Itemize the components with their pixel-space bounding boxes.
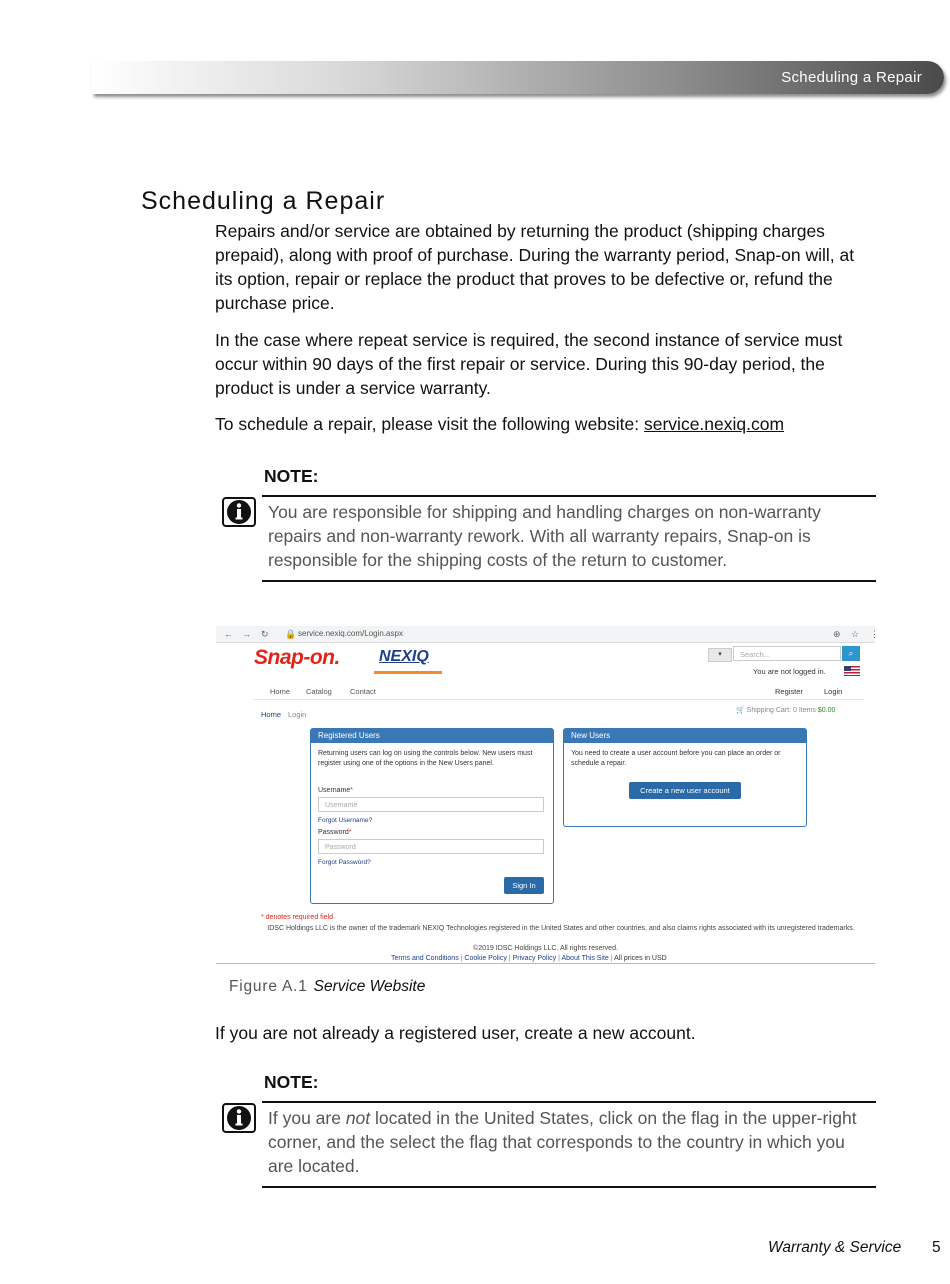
language-dropdown: ▾ [708,648,732,662]
note-label: NOTE: [264,466,319,486]
lock-icon: 🔒 [285,629,297,639]
paragraph-repeat-service: In the case where repeat service is required, the second instance of service must occur within 90 days of the first repair or service. During this 90-day period, the product is under a service warranty. [215,330,843,398]
section-title: Scheduling a Repair [141,186,386,215]
paragraph-repairs: Repairs and/or service are obtained by returning the product (shipping charges prepaid), along with proof of purchase. During the warranty period, Snap-on will, at its option, repair or replace the product that proves to be defective or, refund the purchase price. [215,221,855,313]
schedule-text: To schedule a repair, please visit the following website: [215,414,644,434]
note-shipping [222,466,876,586]
site-footer-links: Terms and Conditions | Cookie Policy | Privacy Policy | About This Site | All prices in USD [391,955,667,962]
figure-number: Figure A.1 [229,978,308,995]
nav-home: Home [270,687,291,696]
cart-label: Shipping Cart: 0 Items [746,707,816,714]
address-bar: service.nexiq.com/Login.aspx [298,629,403,638]
trademark-notice: IDSC Holdings LLC is the owner of the trademark NEXIQ Technologies registered in the United States and other countries, and also claims rights associated with its unregistered trademarks. [267,925,855,932]
note-text: You are responsible for shipping and handling charges on non-warranty repairs and non-warranty rework. With all warranty repairs, Snap-on is responsible for the shipping costs of the return to customer. [268,502,821,570]
reload-icon: ↻ [261,629,269,639]
username-label: Username* [318,787,354,794]
breadcrumb-home: Home [261,710,282,719]
bookmark-star-icon: ☆ [851,629,860,639]
info-icon [222,1103,256,1133]
footer-section: Warranty & Service [768,1239,902,1256]
cart-amount: $0.00 [817,707,836,714]
page-number: 5 [932,1239,941,1256]
panel-title: New Users [564,729,806,743]
note-top-rule [262,1101,876,1103]
shopping-cart: 🛒 Shipping Cart: 0 Items $0.00 [736,707,836,714]
breadcrumb-login: Login [288,710,307,719]
service-website-link[interactable]: service.nexiq.com [644,414,785,434]
running-header: Scheduling a Repair [781,69,922,86]
nav-register: Register [775,687,803,696]
paragraph-schedule [215,412,875,436]
nav-catalog: Catalog [306,687,332,696]
note-bottom-rule [262,580,876,582]
snapon-logo: Snap-on. [254,646,340,669]
registered-users-panel [310,728,554,904]
nexiq-logo-bar [374,671,442,674]
sign-in-button: Sign In [504,877,544,894]
copyright: ©2019 IDSC Holdings LLC. All rights reserved. [473,945,618,952]
search-icon: ⌕ [842,646,860,661]
site-nav [254,683,864,700]
prices-currency: All prices in USD [614,955,667,962]
nav-login: Login [824,687,843,696]
create-account-button: Create a new user account [629,782,741,799]
panel-title: Registered Users [311,729,553,743]
figure-caption [229,978,425,996]
forgot-password-link: Forgot Password? [318,859,371,866]
back-icon: ← [224,629,233,639]
panel-text: You need to create a user account before you can place an order or schedule a repair. [571,750,781,767]
footer-link: Cookie Policy [464,955,507,962]
panel-text: Returning users can log on using the controls below. New users must register using one of the options in the New Users panel. [318,750,533,767]
footer-link: About This Site [561,955,609,962]
note-text: If you are not located in the United States, click on the flag in the upper-right corner, and the select the flag that corresponds to the country in which you are located. [268,1108,857,1176]
footer-link: Privacy Policy [512,955,557,962]
footer-link: Terms and Conditions [391,955,459,962]
note-top-rule [262,495,876,497]
search-input: Search... [733,646,841,661]
password-field: Password [318,839,544,854]
nav-contact: Contact [350,687,376,696]
username-field: Username [318,797,544,812]
note-bottom-rule [262,1186,876,1188]
us-flag-icon [844,666,860,676]
login-status: You are not logged in. [753,667,826,676]
password-label: Password* [318,829,352,836]
browser-toolbar [216,626,879,643]
forgot-username-link: Forgot Username? [318,817,373,824]
info-icon [222,497,256,527]
required-field-note: * denotes required field [261,914,333,921]
note-flag [222,1072,876,1192]
figure-title: Service Website [313,978,426,995]
forward-icon: → [242,629,251,639]
note-label: NOTE: [264,1072,319,1092]
header-bar [92,61,944,94]
zoom-icon: ⊕ [833,629,841,639]
nexiq-logo: NEXIQ [379,648,429,665]
paragraph-register: If you are not already a registered user, create a new account. [215,1023,696,1043]
menu-icon: ⋮ [870,629,879,639]
service-website-screenshot [216,626,879,964]
new-users-panel [563,728,807,827]
